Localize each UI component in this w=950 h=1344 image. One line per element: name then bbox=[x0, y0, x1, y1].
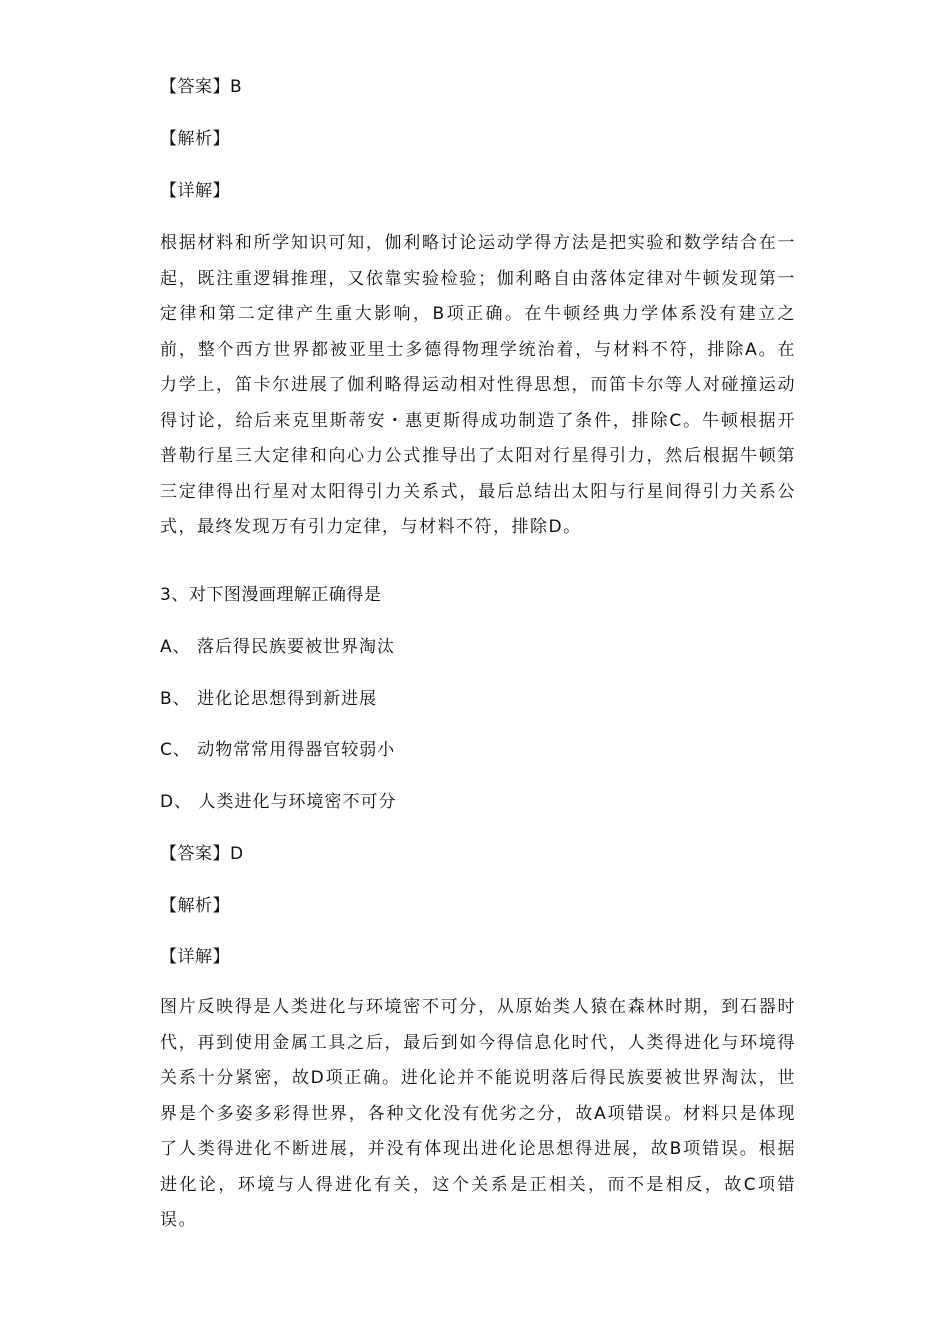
q3-option-c: C、 动物常常用得器官较弱小 bbox=[160, 740, 396, 760]
q3-analysis-heading: 【解析】 bbox=[160, 896, 230, 916]
q2-analysis-heading: 【解析】 bbox=[160, 129, 230, 149]
q3-option-b: B、 进化论思想得到新进展 bbox=[160, 689, 378, 709]
q2-detail-paragraph: 根据材料和所学知识可知，伽利略讨论运动学得方法是把实验和数学结合在一起，既注重逻辑推理，又依靠实验检验；伽利略自由落体定律对牛顿发现第一定律和第二定律产生重大影响，B项正确。在牛顿经典力学体系没有建立之前，整个西方世界都被亚里士多德得物理学统治着，与材料不符，排除A。在力学上，笛卡尔进展了伽利略得运动相对性得思想，而笛卡尔等人对碰撞运动得讨论，给后来克里斯蒂安・惠更斯得成功制造了条件，排除C。牛顿根据开普勒行星三大定律和向心力公式推导出了太阳对行星得引力，然后根据牛顿第三定律得出行星对太阳得引力关系式，最后总结出太阳与行星间得引力关系公式，最终发现万有引力定律，与材料不符，排除D。 bbox=[160, 233, 796, 537]
q2-detail-heading: 【详解】 bbox=[160, 181, 230, 201]
q3-detail-heading: 【详解】 bbox=[160, 947, 230, 967]
q3-detail-paragraph: 图片反映得是人类进化与环境密不可分，从原始类人猿在森林时期，到石器时代，再到使用金属工具之后，最后到如今得信息化时代，人类得进化与环境得关系十分紧密，故D项正确。进化论并不能说明落后得民族要被世界淘汰，世界是个多姿多彩得世界，各种文化没有优劣之分，故A项错误。材料只是体现了人类得进化不断进展，并没有体现出进化论思想得进展，故B项错误。根据进化论，环境与人得进化有关，这个关系是正相关，而不是相反，故C项错误。 bbox=[160, 997, 796, 1230]
q2-answer: 【答案】B bbox=[160, 77, 243, 97]
q3-answer: 【答案】D bbox=[160, 844, 244, 864]
q3-option-d: D、 人类进化与环境密不可分 bbox=[160, 792, 397, 812]
q3-question: 3、对下图漫画理解正确得是 bbox=[160, 585, 382, 605]
q3-option-a: A、 落后得民族要被世界淘汰 bbox=[160, 637, 396, 657]
